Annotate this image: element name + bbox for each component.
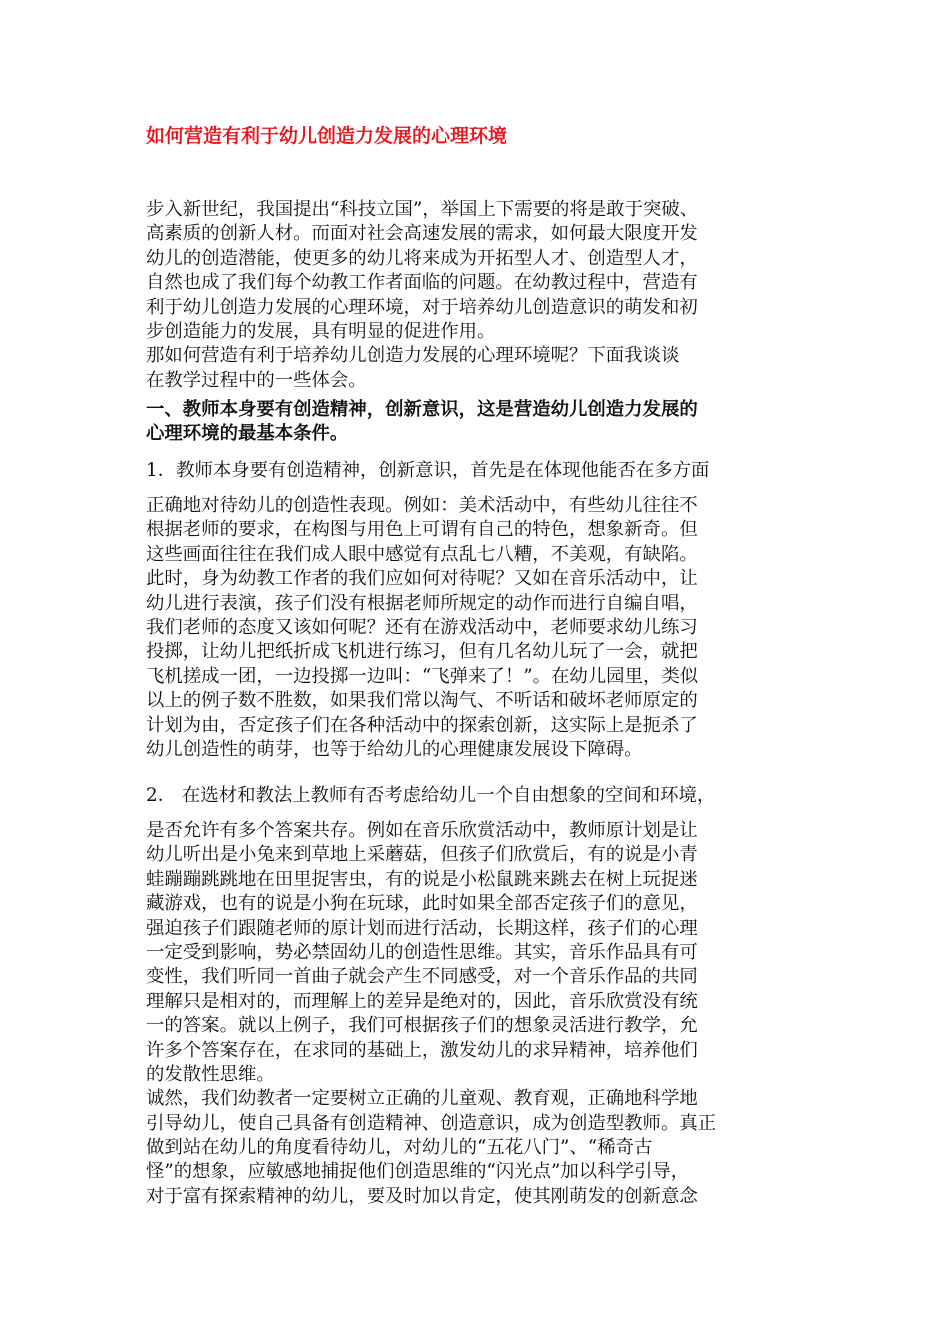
text-line: 幼儿听出是小兔来到草地上采蘑菇，但孩子们欣赏后，有的说是小青 xyxy=(146,844,698,866)
document-title: 如何营造有利于幼儿创造力发展的心理环境 xyxy=(146,125,508,147)
heading-line: 心理环境的最基本条件。 xyxy=(146,423,349,445)
text-line: 引导幼儿，使自己具备有创造精神、创造意识，成为创造型教师。真正 xyxy=(146,1112,717,1134)
text-line: 投掷，让幼儿把纸折成飞机进行练习，但有几名幼儿玩了一会，就把 xyxy=(146,641,698,663)
text-line: 一定受到影响，势必禁固幼儿的创造性思维。其实，音乐作品具有可 xyxy=(146,941,698,963)
text-line: 做到站在幼儿的角度看待幼儿，对幼儿的“五花八门”、“稀奇古 xyxy=(146,1137,653,1159)
text-line: 利于幼儿创造力发展的心理环境，对于培养幼儿创造意识的萌发和初 xyxy=(146,296,698,318)
text-line: 幼儿的创造潜能，使更多的幼儿将来成为开拓型人才、创造型人才， xyxy=(146,247,698,269)
text-line: 许多个答案存在，在求同的基础上，激发幼儿的求异精神，培养他们 xyxy=(146,1039,698,1061)
text-line: 理解只是相对的，而理解上的差异是绝对的，因此，音乐欣赏没有统 xyxy=(146,990,698,1012)
text-line: 高素质的创新人材。而面对社会高速发展的需求，如何最大限度开发 xyxy=(146,223,698,245)
item-1-lead: 1．教师本身要有创造精神，创新意识，首先是在体现他能否在多方面 xyxy=(146,460,710,481)
text-line: 步入新世纪，我国提出“科技立国”，举国上下需要的将是敢于突破、 xyxy=(146,199,699,220)
text-line: 计划为由，否定孩子们在各种活动中的探索创新，这实际上是扼杀了 xyxy=(146,714,698,736)
text-line: 这些画面往往在我们成人眼中感觉有点乱七八糟，不美观，有缺陷。 xyxy=(146,543,698,565)
intro-paragraphs xyxy=(146,198,830,393)
text-line: 以上的例子数不胜数，如果我们常以淘气、不听话和破坏老师原定的 xyxy=(146,690,698,712)
text-line: 藏游戏，也有的说是小狗在玩球，此时如果全部否定孩子们的意见， xyxy=(146,893,698,915)
text-line: 是否允许有多个答案共存。例如在音乐欣赏活动中，教师原计划是让 xyxy=(146,820,698,841)
text-line: 对于富有探索精神的幼儿，要及时加以肯定，使其刚萌发的创新意念 xyxy=(146,1185,698,1207)
text-line: 在教学过程中的一些体会。 xyxy=(146,369,367,391)
text-line: 我们老师的态度又该如何呢？还有在游戏活动中，老师要求幼儿练习 xyxy=(146,616,698,638)
text-line: 的发散性思维。 xyxy=(146,1063,275,1085)
text-line: 幼儿创造性的萌芽，也等于给幼儿的心理健康发展设下障碍。 xyxy=(146,738,643,760)
text-line: 自然也成了我们每个幼教工作者面临的问题。在幼教过程中，营造有 xyxy=(146,272,698,294)
text-line: 怪”的想象，应敏感地捕捉他们创造思维的“闪光点”加以科学引导， xyxy=(146,1161,690,1183)
text-line: 那如何营造有利于培养幼儿创造力发展的心理环境呢？下面我谈谈 xyxy=(146,345,680,367)
text-line: 一的答案。就以上例子，我们可根据孩子们的想象灵活进行教学，允 xyxy=(146,1015,698,1037)
text-line: 正确地对待幼儿的创造性表现。例如：美术活动中，有些幼儿往往不 xyxy=(146,495,698,516)
item-2-body xyxy=(146,819,830,1209)
text-line: 诚然，我们幼教者一定要树立正确的儿童观、教育观，正确地科学地 xyxy=(146,1088,698,1110)
item-1-body xyxy=(146,494,830,762)
text-line: 蛙蹦蹦跳跳地在田里捉害虫，有的说是小松鼠跳来跳去在树上玩捉迷 xyxy=(146,868,698,890)
text-line: 强迫孩子们跟随老师的原计划而进行活动，长期这样，孩子们的心理 xyxy=(146,917,698,939)
text-line: 飞机搓成一团，一边投掷一边叫：“飞弹来了！”。在幼儿园里，类似 xyxy=(146,665,699,687)
text-line: 幼儿进行表演，孩子们没有根据老师所规定的动作而进行自编自唱， xyxy=(146,592,698,614)
text-line: 此时，身为幼教工作者的我们应如何对待呢？又如在音乐活动中，让 xyxy=(146,568,698,590)
section-heading xyxy=(146,398,830,447)
heading-line: 一、教师本身要有创造精神，创新意识，这是营造幼儿创造力发展的 xyxy=(146,399,698,420)
text-line: 步创造能力的发展，具有明显的促进作用。 xyxy=(146,320,496,342)
text-line: 根据老师的要求，在构图与用色上可谓有自己的特色，想象新奇。但 xyxy=(146,519,698,541)
item-2-lead: 2． 在选材和教法上教师有否考虑给幼儿一个自由想象的空间和环境， xyxy=(146,785,716,806)
text-line: 变性，我们听同一首曲子就会产生不同感受，对一个音乐作品的共同 xyxy=(146,966,698,988)
